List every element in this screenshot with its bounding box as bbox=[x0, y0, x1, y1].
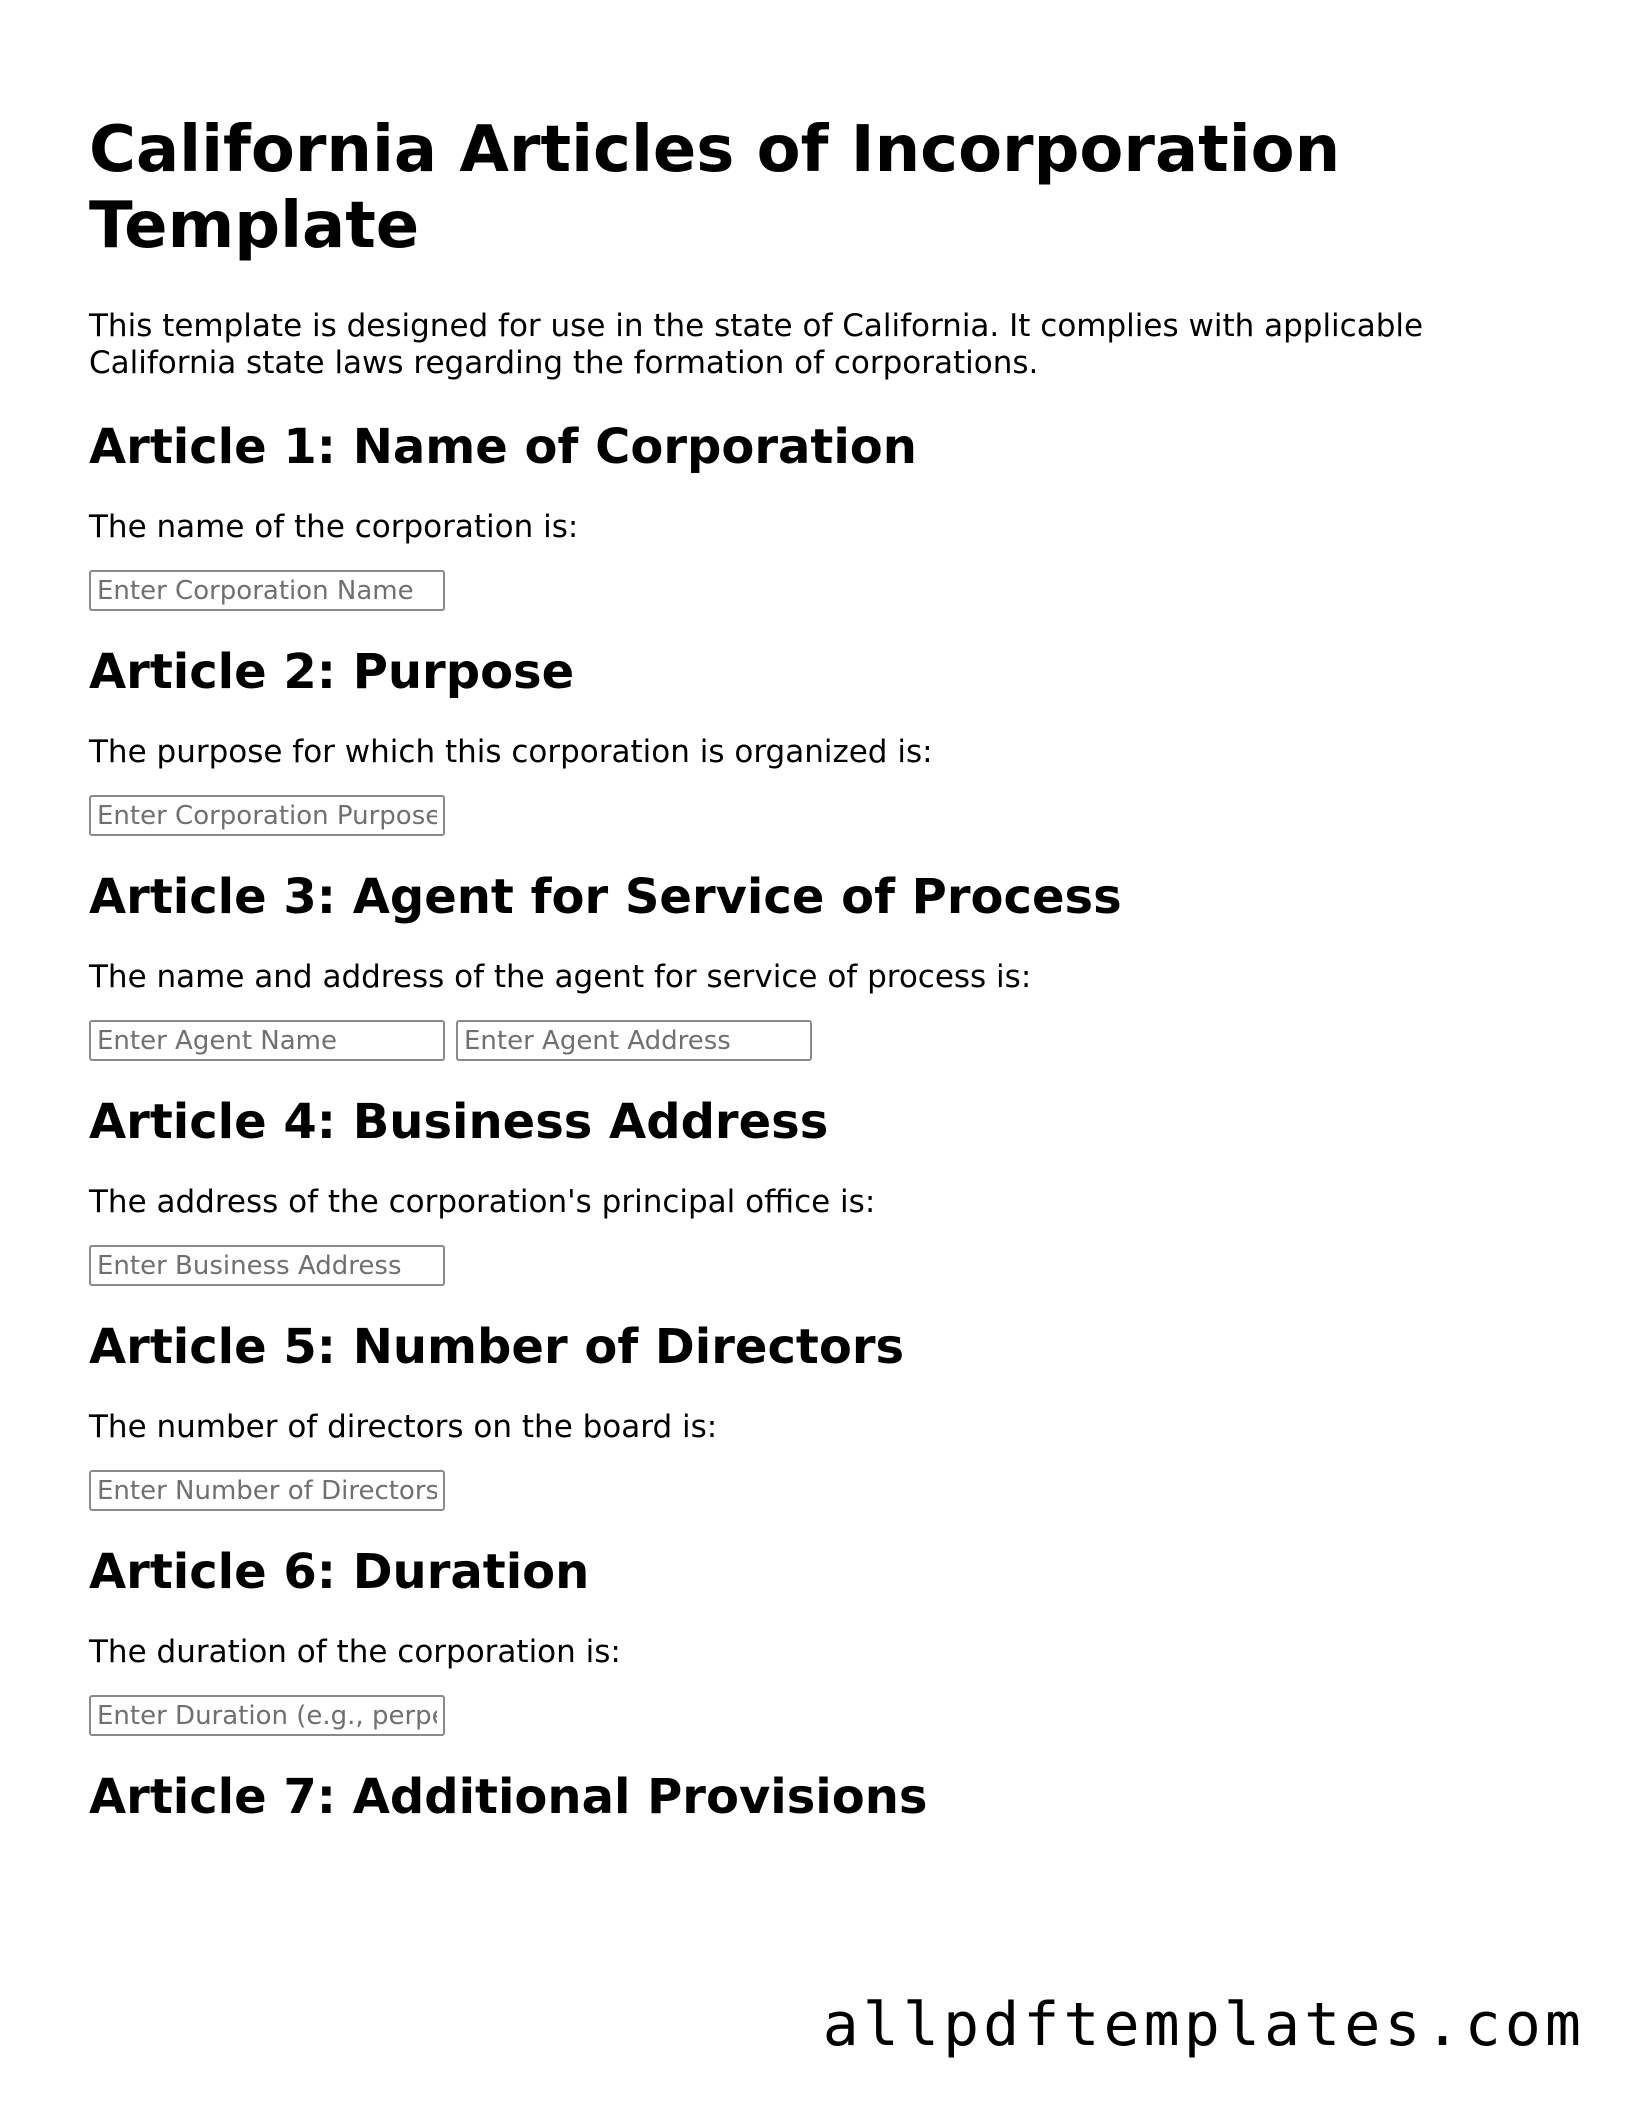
article-lead: The duration of the corporation is: bbox=[89, 1634, 621, 1670]
article-lead: The number of directors on the board is: bbox=[89, 1409, 718, 1445]
duration-input[interactable] bbox=[89, 1695, 445, 1736]
corporation-purpose-input[interactable] bbox=[89, 795, 445, 836]
number-of-directors-input[interactable] bbox=[89, 1470, 445, 1511]
article-5 bbox=[89, 1318, 1549, 1511]
article-heading: Article 4: Business Address bbox=[89, 1094, 829, 1150]
article-heading: Article 1: Name of Corporation bbox=[89, 419, 917, 475]
article-heading: Article 5: Number of Directors bbox=[89, 1319, 905, 1375]
article-7 bbox=[89, 1768, 1549, 1826]
corporation-name-input[interactable] bbox=[89, 570, 445, 611]
document bbox=[89, 112, 1549, 1858]
article-lead: The name and address of the agent for service of process is: bbox=[89, 959, 1032, 995]
article-lead: The name of the corporation is: bbox=[89, 509, 579, 545]
article-heading: Article 3: Agent for Service of Process bbox=[89, 869, 1122, 925]
article-3 bbox=[89, 868, 1549, 1061]
article-2 bbox=[89, 643, 1549, 836]
business-address-input[interactable] bbox=[89, 1245, 445, 1286]
article-heading: Article 2: Purpose bbox=[89, 644, 575, 700]
article-lead: The purpose for which this corporation is organized is: bbox=[89, 734, 933, 770]
watermark: allpdftemplates.com bbox=[822, 1990, 1585, 2060]
intro-text: This template is designed for use in the state of California. It complies with applicable California state laws regarding the formation of corporations. bbox=[89, 308, 1424, 381]
article-heading: Article 6: Duration bbox=[89, 1544, 590, 1600]
article-1 bbox=[89, 418, 1549, 611]
agent-name-input[interactable] bbox=[89, 1020, 445, 1061]
article-lead: The address of the corporation's principal office is: bbox=[89, 1184, 876, 1220]
article-4 bbox=[89, 1093, 1549, 1286]
article-heading: Article 7: Additional Provisions bbox=[89, 1769, 928, 1825]
page-title: California Articles of Incorporation Template bbox=[89, 113, 1341, 263]
agent-address-input[interactable] bbox=[456, 1020, 812, 1061]
article-6 bbox=[89, 1543, 1549, 1736]
